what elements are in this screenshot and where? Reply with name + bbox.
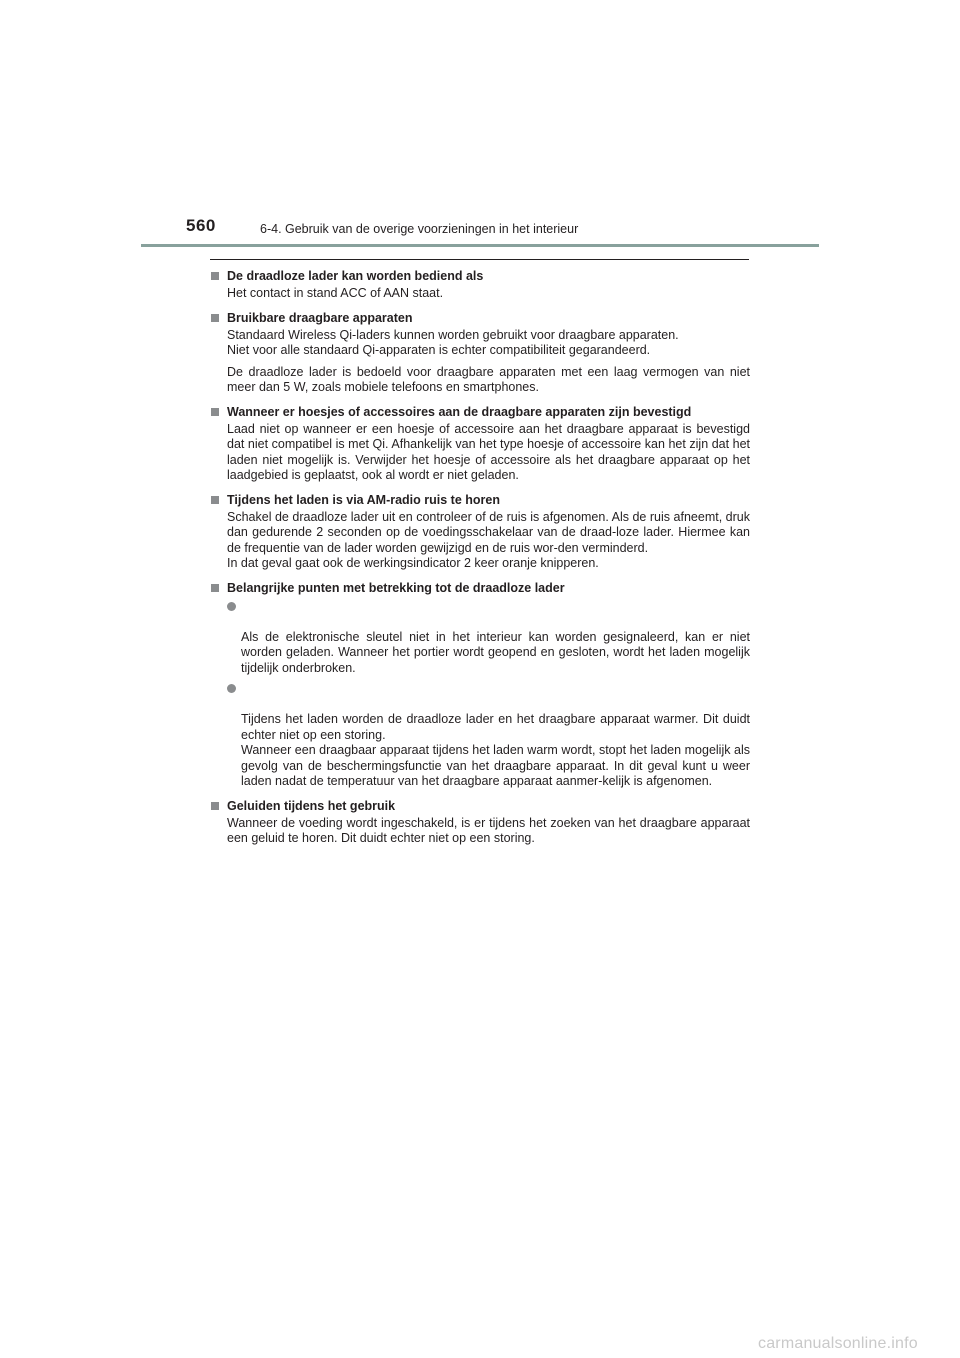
section-geluiden	[210, 798, 750, 847]
square-bullet-icon	[211, 408, 219, 416]
paragraph: Standaard Wireless Qi-laders kunnen worden gebruikt voor draagbare apparaten. Niet voor alle standaard Qi-apparaten is echter compatibiliteit gegarandeerd.	[227, 327, 679, 357]
section-am-radio-ruis	[210, 492, 750, 572]
section-heading-text: De draadloze lader kan worden bediend als	[227, 269, 484, 283]
page-content	[210, 268, 750, 855]
circle-bullet-icon	[227, 684, 236, 693]
section-heading-text: Geluiden tijdens het gebruik	[227, 798, 396, 813]
section-heading-text: Belangrijke punten met betrekking tot de draadloze lader	[227, 580, 565, 595]
bullet-item	[210, 681, 750, 790]
section-bediening	[210, 268, 750, 302]
paragraph: De draadloze lader is bedoeld voor draagbare apparaten met een laag vermogen van niet meer dan 5 W, zoals mobiele telefoons en smartphones.	[227, 364, 750, 394]
paragraph: Het contact in stand ACC of AAN staat.	[227, 286, 444, 300]
section-belangrijke-punten	[210, 580, 750, 790]
section-heading	[210, 404, 750, 420]
square-bullet-icon	[211, 272, 219, 280]
header-rule	[141, 244, 819, 247]
section-heading-text: Tijdens het laden is via AM-radio ruis te horen	[227, 492, 500, 507]
square-bullet-icon	[211, 314, 219, 322]
section-heading	[210, 580, 750, 596]
section-heading-text: Wanneer er hoesjes of accessoires aan de draagbare apparaten zijn bevestigd	[227, 404, 692, 419]
bullet-item	[210, 599, 750, 677]
watermark: carmanualsonline.info	[758, 1335, 918, 1352]
section-heading	[210, 268, 750, 284]
square-bullet-icon	[211, 496, 219, 504]
paragraph: Schakel de draadloze lader uit en controleer of de ruis is afgenomen. Als de ruis afneemt, druk dan gedurende 2 seconden op de voedingsschakelaar van de draad-loze lader. Hiermee kan de frequentie van de lader worden gewijzigd en de ruis wor-den verminderd. In dat geval gaat ook de werkingsindicator 2 keer oranje knipperen.	[227, 509, 750, 570]
section-heading	[210, 310, 750, 326]
square-bullet-icon	[211, 802, 219, 810]
paragraph: Laad niet op wanneer er een hoesje of accessoire aan het draagbare apparaat is bevestigd dat niet compatibel is met Qi. Afhankelijk van het type hoesje of accessoire kan het zijn dat het laden niet mogelijk is. Verwijder het hoesje of accessoire als het draagbare apparaat op het laadgebied is geplaatst, ook al wordt er niet geladen.	[227, 421, 750, 482]
section-bruikbare-apparaten	[210, 310, 750, 396]
circle-bullet-icon	[227, 602, 236, 611]
page-number: 560	[186, 216, 216, 235]
content-rule	[210, 259, 749, 260]
page-header	[0, 0, 960, 280]
paragraph: Wanneer de voeding wordt ingeschakeld, is er tijdens het zoeken van het draagbare apparaat een geluid te horen. Dit duidt echter niet op een storing.	[227, 815, 750, 845]
bullet-text: Tijdens het laden worden de draadloze lader en het draagbare apparaat warmer. Dit duidt echter niet op een storing. Wanneer een draagbaar apparaat tijdens het laden warm wordt, stopt het laden mogelijk als gevolg van de beschermingsfunctie van het draagbare apparaat. In dit geval kunt u weer laden nadat de temperatuur van het draagbare apparaat aanmer-kelijk is afgenomen.	[241, 712, 750, 788]
section-heading	[210, 798, 750, 814]
section-hoesjes-accessoires	[210, 404, 750, 484]
square-bullet-icon	[211, 584, 219, 592]
section-title: 6-4. Gebruik van de overige voorzieningen in het interieur	[260, 222, 579, 236]
bullet-text: Als de elektronische sleutel niet in het interieur kan worden gesignaleerd, kan er niet worden geladen. Wanneer het portier wordt geopend en gesloten, wordt het laden mogelijk tijdelijk onderbroken.	[241, 629, 750, 675]
section-heading-text: Bruikbare draagbare apparaten	[227, 310, 413, 325]
section-heading	[210, 492, 750, 508]
